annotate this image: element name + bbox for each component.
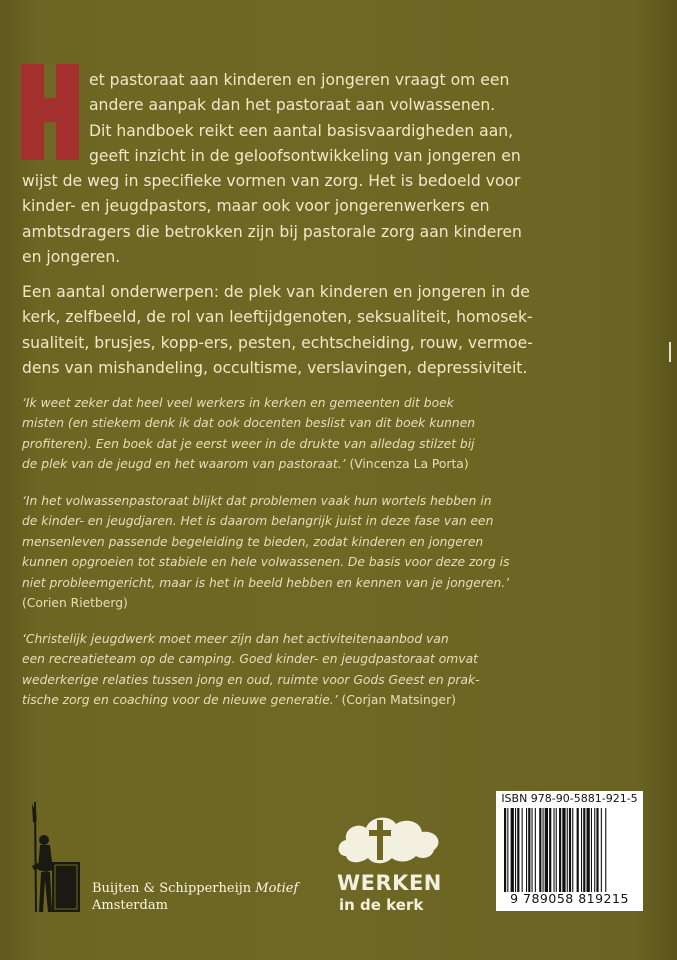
cloud-cross-icon (336, 812, 444, 870)
barcode (496, 791, 643, 911)
edge-mark (669, 342, 671, 362)
quote-line: ‘Ik weet zeker dat heel veel werkers in kerken en gemeenten dit boek (22, 396, 454, 410)
quote-line: mensenleven passende begeleiding te bieden, zodat kinderen en jongeren (22, 534, 484, 549)
intro-paragraph (22, 68, 649, 266)
intro-line: en jongeren. (22, 247, 121, 266)
intro-line: wijst de weg in specifieke vormen van zorg. Het is bedoeld voor (22, 172, 521, 190)
quote-author: (Corien Rietberg) (22, 596, 128, 611)
topics-line: kerk, zelfbeeld, de rol van leeftijdgenoten, seksualiteit, homosek- (22, 308, 533, 327)
topics-line: dens van mishandeling, occultisme, verslavingen, depressiviteit. (22, 358, 528, 377)
isbn-label: ISBN 978-90-5881-921-5 (501, 792, 638, 805)
quote-matsinger (22, 629, 642, 711)
topics-line: sualiteit, brusjes, kopp-ers, pesten, echtscheiding, rouw, vermoe- (22, 333, 533, 352)
quote-line: ‘Christelijk jeugdwerk moet meer zijn dan het activiteitenaanbod van (22, 632, 449, 646)
quote-line: profiteren). Een boek dat je eerst weer in de drukte van alledag stilzet bij (22, 436, 475, 451)
quote-line: tische zorg en coaching voor de nieuwe generatie.’ (22, 693, 338, 708)
intro-line: et pastoraat aan kinderen en jongeren vraagt om een (89, 71, 510, 89)
quote-line: ‘In het volwassenpastoraat blijkt dat problemen vaak hun wortels hebben in (22, 494, 492, 508)
quote-author: (Corjan Matsinger) (341, 693, 456, 708)
barcode-number: 9 789058 819215 (510, 891, 629, 906)
quote-line: de kinder- en jeugdjaren. Het is daarom belangrijk juist in deze fase van een (22, 514, 494, 529)
quote-line: misten (en stiekem denk ik dat ook docenten beslist van dit boek kunnen (22, 416, 476, 431)
intro-line: ambtsdragers die betrokken zijn bij pastorale zorg aan kinderen (22, 222, 522, 241)
intro-line: Dit handboek reikt een aantal basisvaardigheden aan, (89, 121, 514, 140)
quote-rietberg (22, 491, 642, 613)
publisher-imprint: Motief (255, 881, 299, 896)
quote-line: wederkerige relaties tussen jong en oud, ruimte voor Gods Geest en prak- (22, 672, 480, 687)
intro-line: andere aanpak dan het pastoraat aan volwassenen. (89, 96, 496, 115)
intro-line: geeft inzicht in de geloofsontwikkeling van jongeren en (89, 146, 521, 165)
quote-la-porta (22, 393, 642, 475)
quote-line: niet probleemgericht, maar is het in beeld hebben en kennen van je jongeren.’ (22, 575, 510, 590)
intro-line: kinder- en jeugdpastors, maar ook voor jongerenwerkers en (22, 197, 490, 216)
quote-line: kunnen opgroeien tot stabiele en hele volwassenen. De basis voor deze zorg is (22, 555, 510, 570)
topics-line: Een aantal onderwerpen: de plek van kinderen en jongeren in de (22, 283, 530, 301)
topics-paragraph (22, 280, 642, 381)
publisher-city: Amsterdam (92, 898, 168, 913)
series-title: WERKEN (337, 871, 442, 895)
quote-line: de plek van de jeugd en het waarom van pastoraat.’ (22, 457, 346, 472)
series-subtitle: in de kerk (339, 896, 424, 914)
quote-author: (Vincenza La Porta) (349, 457, 469, 472)
barcode-bars (504, 808, 635, 892)
quote-line: een recreatieteam op de camping. Goed kinder- en jeugdpastoraat omvat (22, 652, 478, 667)
publisher-name: Buijten & Schipperheijn Motief Amsterdam (92, 881, 299, 913)
knight-logo-icon (24, 800, 86, 918)
